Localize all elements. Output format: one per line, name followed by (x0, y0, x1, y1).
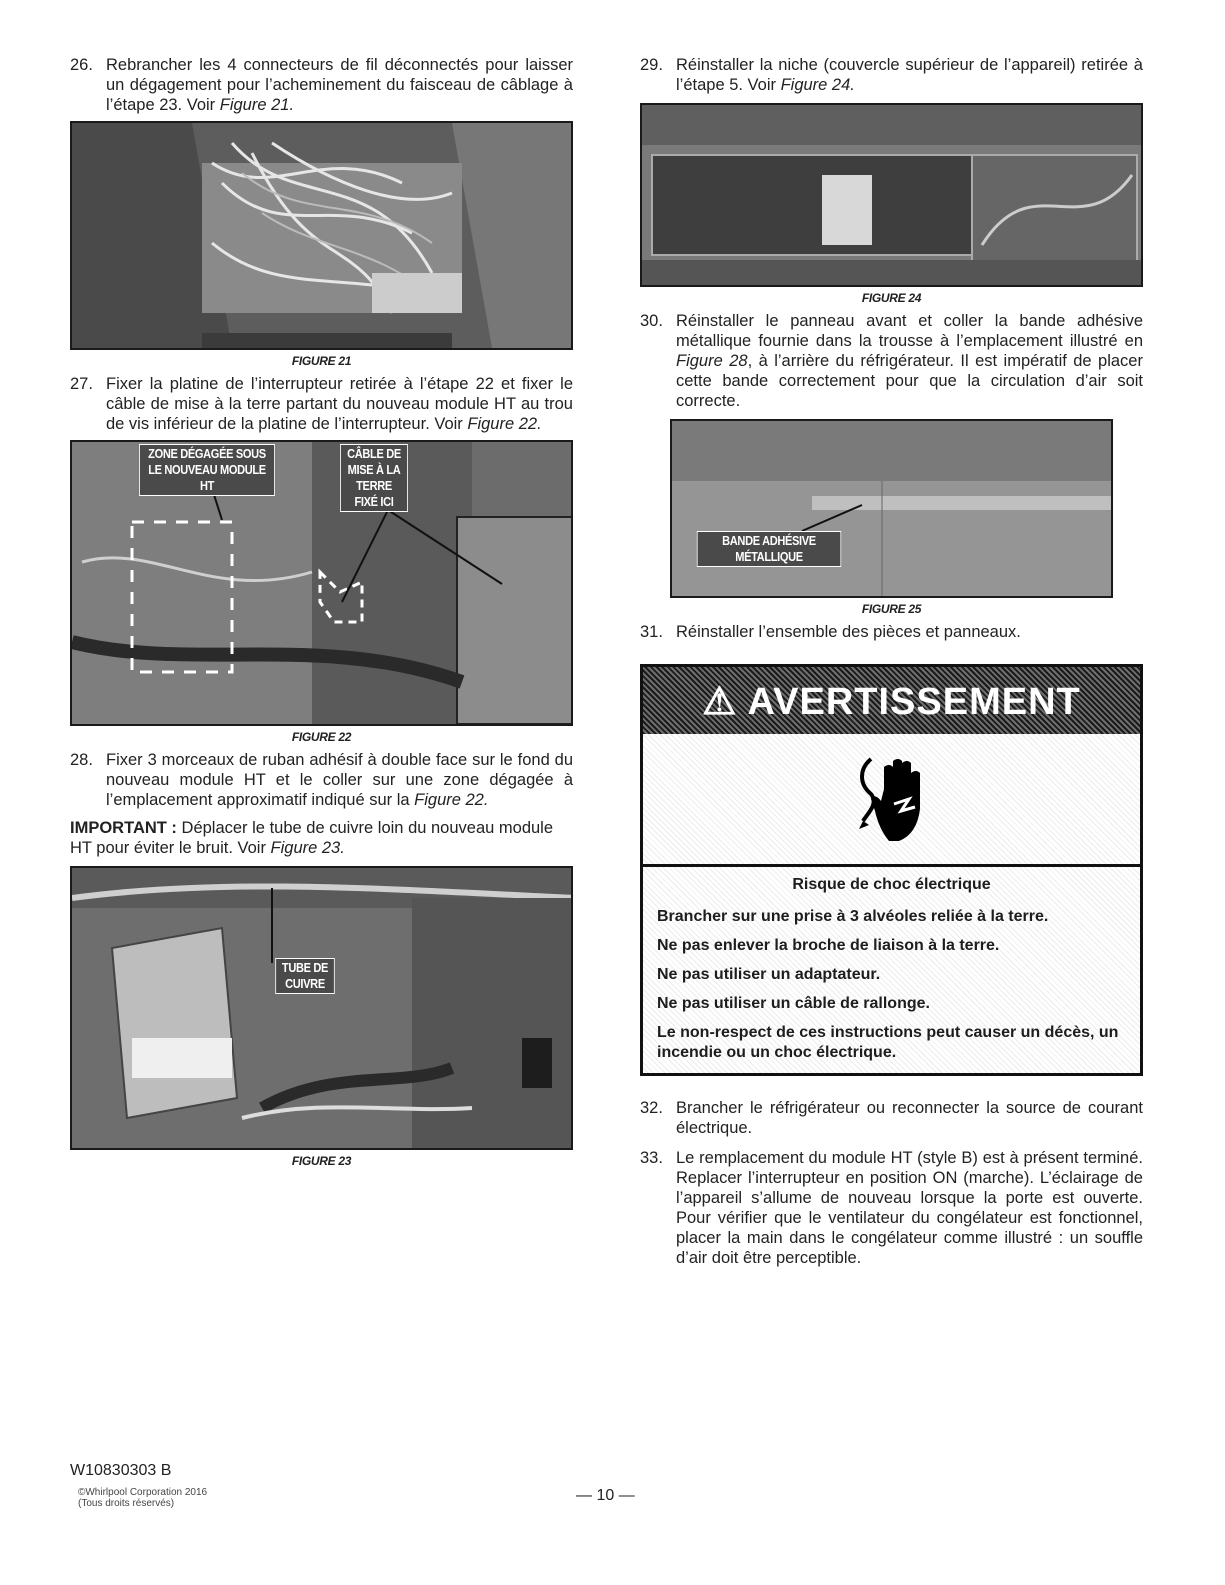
callout-clear-zone: ZONE DÉGAGÉE SOUS LE NOUVEAU MODULE HT (139, 444, 275, 496)
page-number: — 10 — (576, 1487, 635, 1504)
figure-ref: Figure 22. (467, 415, 542, 433)
callout-copper-tube: TUBE DE CUIVRE (275, 958, 335, 994)
warning-body (643, 867, 1140, 1073)
warning-line: Ne pas utiliser un adaptateur. (657, 966, 881, 983)
important-label: IMPORTANT : (70, 819, 177, 837)
figure-21-caption: FIGURE 21 (291, 354, 352, 368)
step-32 (640, 1098, 1143, 1138)
copyright: ©Whirlpool Corporation 2016 (Tous droits réservés) (78, 1487, 208, 1509)
figure-25-caption: FIGURE 25 (861, 602, 922, 616)
figure-ref: Figure 28 (676, 352, 748, 370)
left-column (70, 55, 573, 1174)
figure-ref: Figure 24. (780, 76, 855, 94)
document-code: W10830303 B (70, 1462, 172, 1479)
warning-line: Ne pas utiliser un câble de rallonge. (657, 995, 930, 1012)
step-text: Fixer 3 morceaux de ruban adhésif à double face sur le fond du nouveau module HT et le coller sur une zone dégagée à l’emplacement approximatif indiqué sur la Figure 22. (106, 751, 573, 809)
important-note: IMPORTANT : Déplacer le tube de cuivre loin du nouveau module HT pour éviter le bruit. Voir Figure 23. (70, 819, 554, 857)
step-29 (640, 55, 1143, 95)
step-26 (70, 55, 573, 115)
step-number: 27. (70, 375, 93, 393)
step-30 (640, 311, 1143, 411)
step-number: 33. (640, 1149, 663, 1167)
figure-24-photo (640, 103, 1143, 287)
step-text: Réinstaller le panneau avant et coller la bande adhésive métallique fournie dans la trousse à l’emplacement illustré en Figure 28, à l’arrière du réfrigérateur. Il est impératif de placer cette bande correctement pour que la circulation d’air soit correcte. (676, 312, 1143, 410)
warning-icon-area (643, 734, 1140, 867)
step-number: 32. (640, 1099, 663, 1117)
warning-line: Ne pas enlever la broche de liaison à la terre. (657, 937, 1000, 954)
warning-line: Brancher sur une prise à 3 alvéoles reliée à la terre. (657, 908, 1049, 925)
step-text: Réinstaller l’ensemble des pièces et panneaux. (676, 623, 1021, 641)
warning-header (643, 667, 1140, 734)
figure-22-caption: FIGURE 22 (291, 730, 352, 744)
step-text: Réinstaller la niche (couvercle supérieur de l’appareil) retirée à l’étape 5. Voir Figure 24. (676, 56, 1143, 94)
figure-22-photo (70, 440, 573, 726)
figure-24-caption: FIGURE 24 (861, 291, 922, 305)
figure-ref: Figure 23. (270, 839, 345, 857)
warning-line: Le non-respect de ces instructions peut causer un décès, un incendie ou un choc électrique. (657, 1024, 1119, 1061)
callout-metal-band: BANDE ADHÉSIVE MÉTALLIQUE (697, 531, 842, 567)
step-number: 28. (70, 751, 93, 769)
callout-ground-cable: CÂBLE DE MISE À LA TERRE FIXÉ ICI (340, 444, 408, 512)
step-number: 29. (640, 56, 663, 74)
step-text: Le remplacement du module HT (style B) est à présent terminé. Replacer l’interrupteur en position ON (marche). L’éclairage de l’appareil s’allume de nouveau lorsque la porte est ouverte. Pour vérifier que le ventilateur du congélateur est fonctionnel, placer la main dans le congélateur comme illustré : un souffle d’air doit être perceptible. (676, 1149, 1143, 1267)
figure-23-caption: FIGURE 23 (291, 1154, 352, 1168)
electric-shock-hand-icon (849, 749, 939, 849)
step-text: Rebrancher les 4 connecteurs de fil déconnectés pour laisser un dégagement pour l’acheminement du faisceau de câblage à l’étape 23. Voir Figure 21. (106, 56, 573, 114)
step-33 (640, 1148, 1143, 1268)
step-text: Fixer la platine de l’interrupteur retirée à l’étape 22 et fixer le câble de mise à la terre partant du nouveau module HT au trou de vis inférieur de la platine de l’interrupteur. Voir Figure 22. (106, 375, 573, 433)
figure-21-photo (70, 121, 573, 350)
step-number: 26. (70, 56, 93, 74)
figure-ref: Figure 22. (414, 791, 489, 809)
figure-ref: Figure 21. (219, 96, 295, 114)
warning-title: AVERTISSEMENT (747, 681, 1081, 723)
step-number: 31. (640, 623, 663, 641)
warning-triangle-icon: ⚠ (702, 681, 738, 723)
step-number: 30. (640, 312, 663, 330)
warning-risk: Risque de choc électrique (792, 876, 991, 893)
warning-box (640, 664, 1143, 1076)
step-28 (70, 750, 573, 810)
step-31 (640, 622, 1143, 642)
step-text: Brancher le réfrigérateur ou reconnecter la source de courant électrique. (676, 1099, 1143, 1137)
figure-25-photo (670, 419, 1113, 598)
figure-23-photo (70, 866, 573, 1150)
right-column (640, 55, 1143, 1268)
step-27 (70, 374, 573, 434)
